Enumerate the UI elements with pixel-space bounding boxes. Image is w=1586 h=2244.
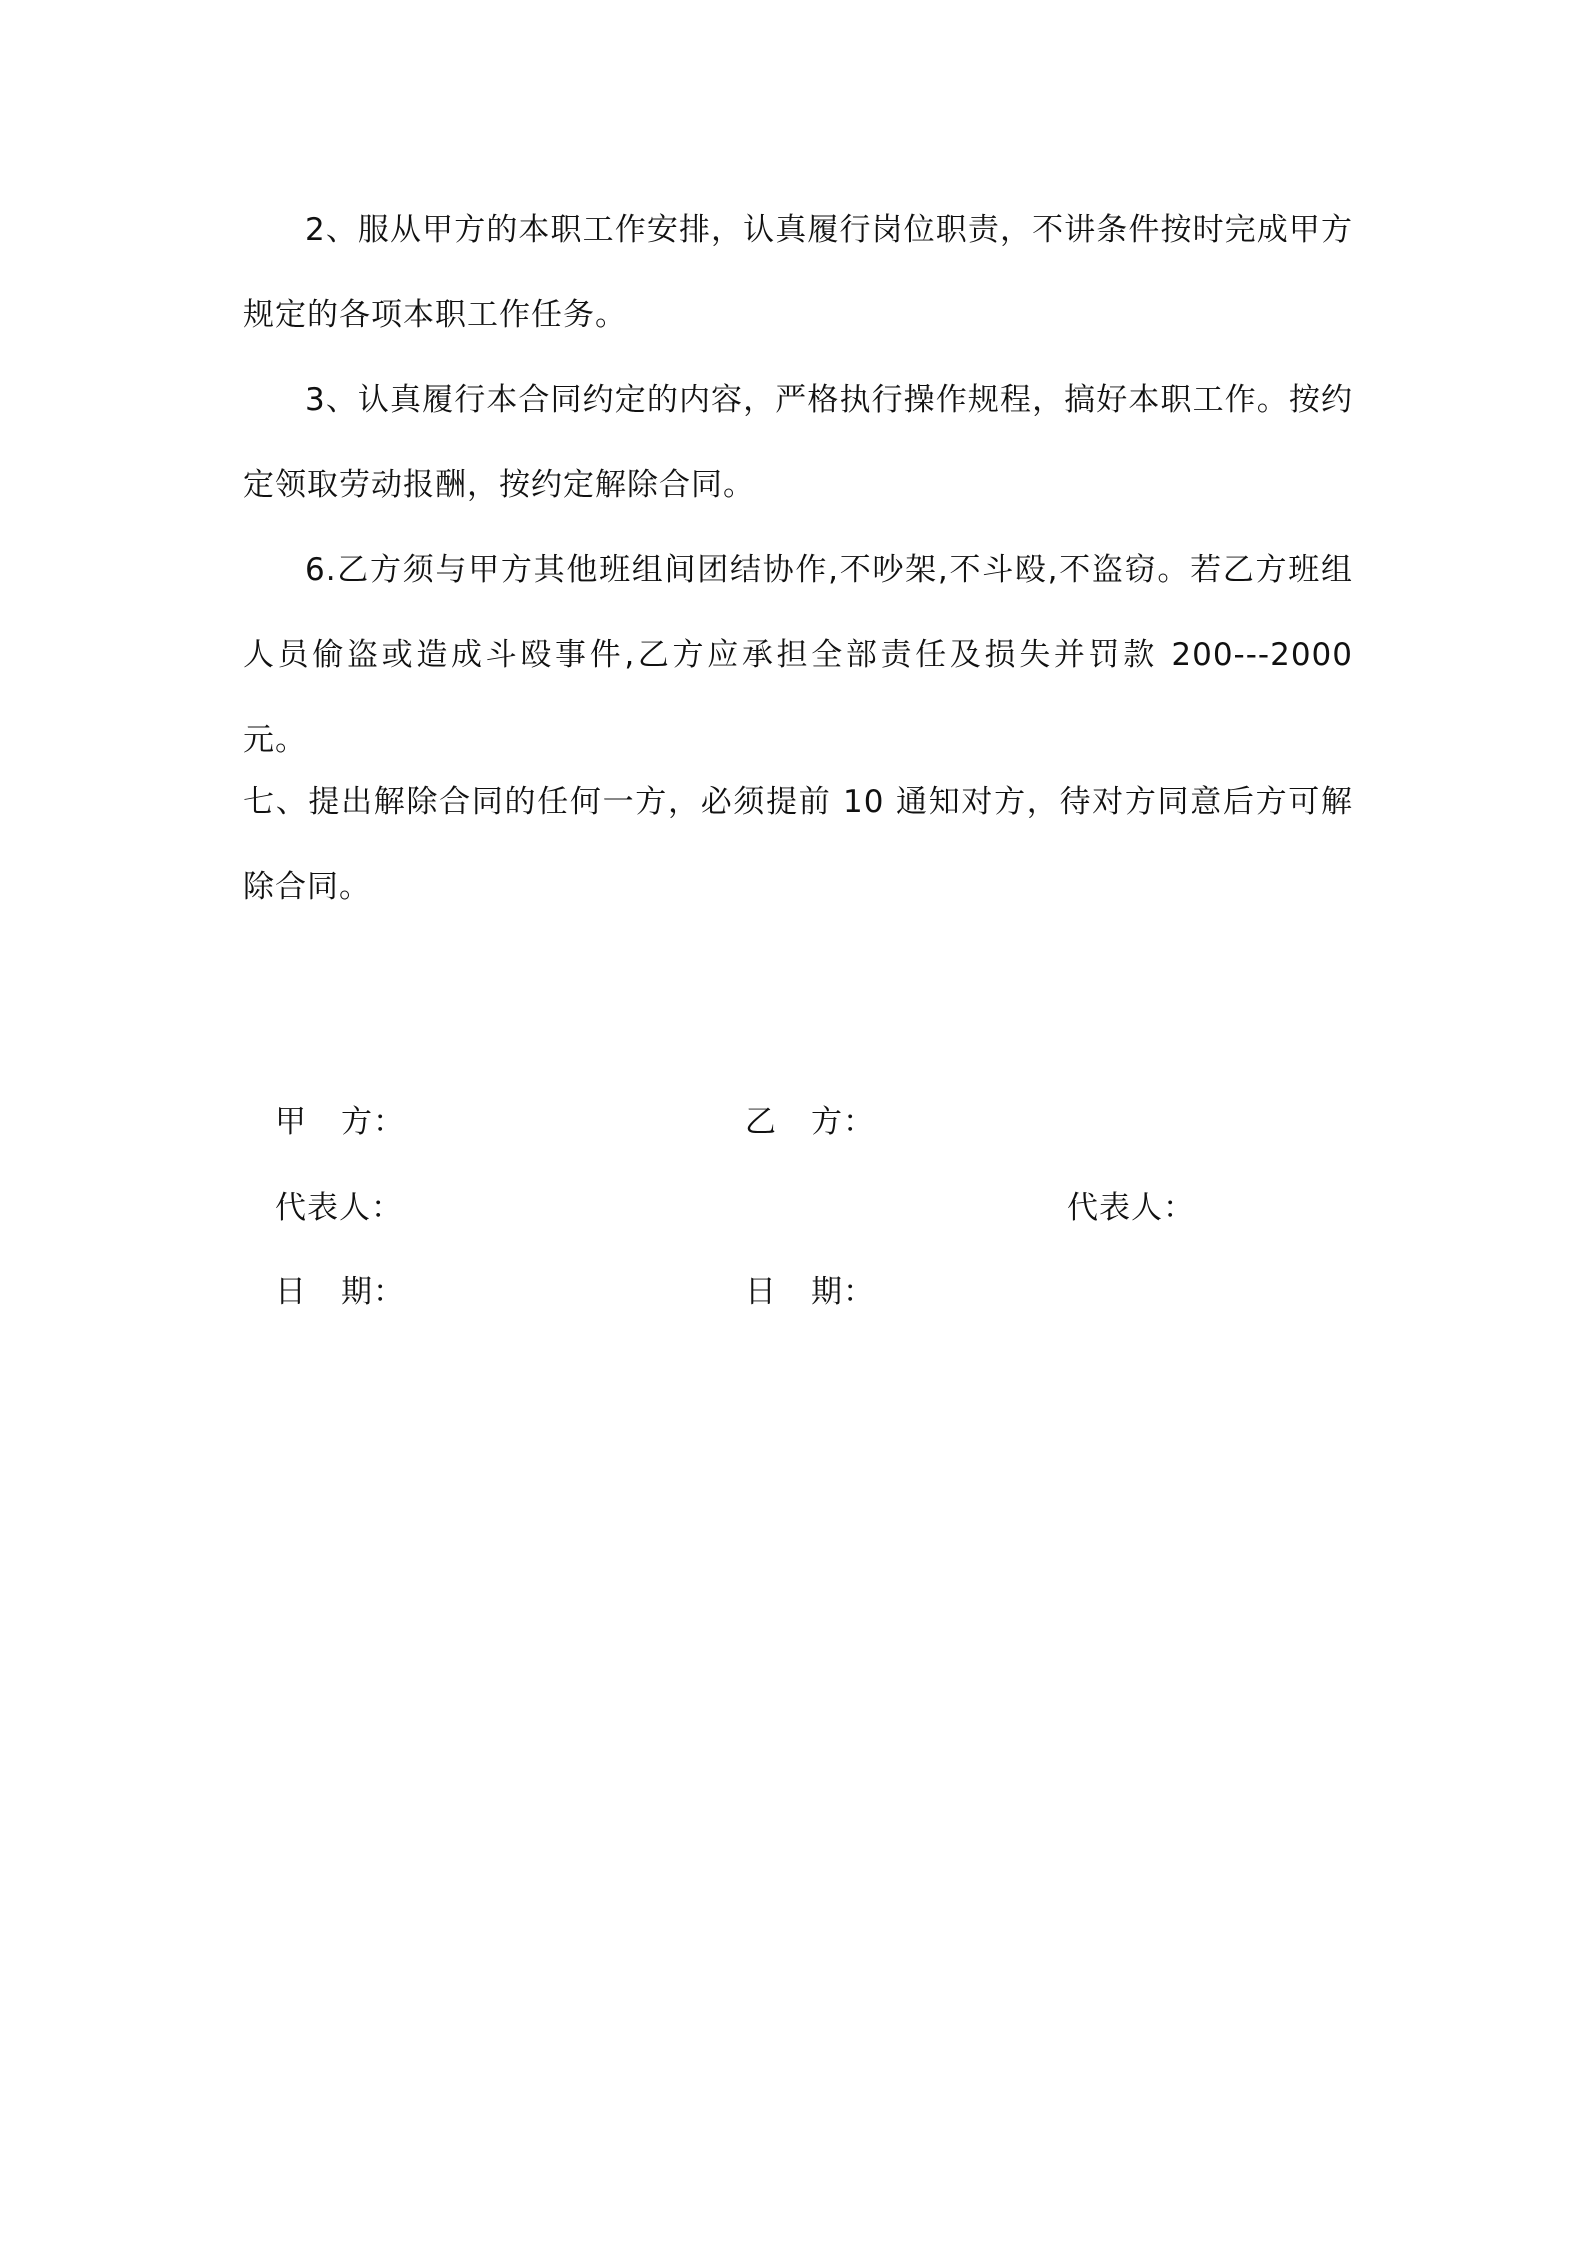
date-b-char2: 期： [811, 1274, 875, 1310]
representative-b-label: 代表人： [1067, 1190, 1195, 1226]
clause-2-paragraph: 2、服从甲方的本职工作安排，认真履行岗位职责，不讲条件按时完成甲方规定的各项本职工作任务。 [243, 212, 1353, 333]
date-b-label [745, 1272, 875, 1312]
section-7-paragraph: 七、提出解除合同的任何一方，必须提前 10 通知对方，待对方同意后方可解除合同。 [243, 784, 1353, 905]
party-a-label [275, 1102, 405, 1142]
clause-6-paragraph: 6.乙方须与甲方其他班组间团结协作,不吵架,不斗殴,不盗窃。若乙方班组人员偷盗或造成斗殴事件,乙方应承担全部责任及损失并罚款 200---2000 元。 [243, 552, 1353, 758]
date-a-label [275, 1272, 405, 1312]
clause-3-paragraph: 3、认真履行本合同约定的内容，严格执行操作规程，搞好本职工作。按约定领取劳动报酬，按约定解除合同。 [243, 382, 1353, 503]
party-a-char2: 方： [341, 1104, 405, 1140]
party-a-char1: 甲 [275, 1104, 307, 1140]
representative-a-label: 代表人： [275, 1190, 403, 1226]
date-b-char1: 日 [745, 1274, 777, 1310]
party-b-label [745, 1102, 875, 1142]
date-a-char2: 期： [341, 1274, 405, 1310]
party-b-char1: 乙 [745, 1104, 777, 1140]
date-a-char1: 日 [275, 1274, 307, 1310]
party-b-char2: 方： [811, 1104, 875, 1140]
